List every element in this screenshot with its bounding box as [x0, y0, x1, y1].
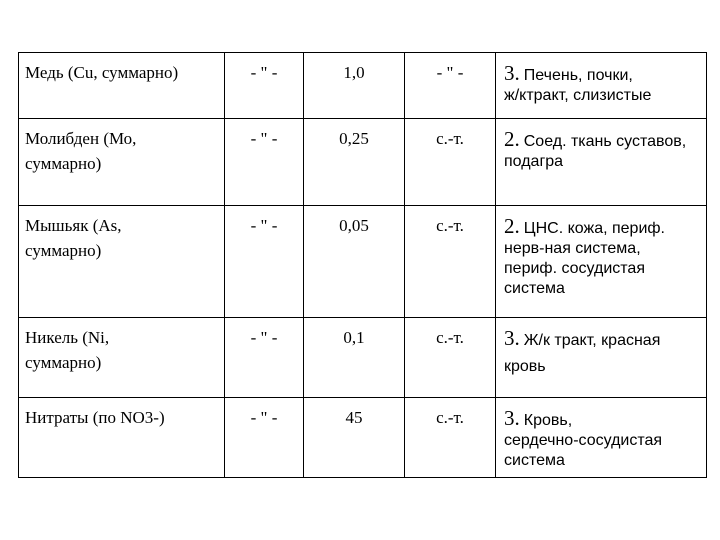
limiting-indicator-cell [225, 206, 304, 318]
target-organs-line: Печень, почки, [523, 67, 633, 84]
concentration-cell [304, 318, 405, 398]
table-row [19, 53, 707, 119]
substance-name: Мышьяк (As, [25, 216, 122, 235]
table-row [19, 398, 707, 478]
substance-name-cell [19, 398, 225, 478]
target-organs-line: ЦНС. кожа, периф. [523, 220, 665, 237]
target-organs-line: система [504, 280, 565, 297]
limiting-indicator-cell [225, 398, 304, 478]
target-organs-cell [496, 119, 707, 206]
concentration-value: 0,25 [339, 129, 369, 148]
concentration-value: 1,0 [343, 63, 365, 82]
target-organs-line: кровь [504, 358, 546, 375]
harm-sign: с.-т. [436, 129, 464, 148]
target-organs-line: система [504, 452, 565, 469]
target-organs-cell [496, 206, 707, 318]
target-organs-cell [496, 53, 707, 119]
substance-name-cell [19, 53, 225, 119]
substance-name: Никель (Ni, [25, 328, 110, 347]
table-row [19, 119, 707, 206]
substance-name-cell [19, 318, 225, 398]
hygiene-standards-table [18, 52, 707, 478]
limiting-indicator: - " - [250, 63, 278, 82]
limiting-indicator: - " - [250, 216, 278, 235]
harm-sign: с.-т. [436, 328, 464, 347]
target-organs-cell [496, 318, 707, 398]
concentration-value: 45 [345, 408, 363, 427]
hazard-class: 3. [504, 326, 520, 350]
substance-name-cell [19, 206, 225, 318]
hazard-class: 2. [504, 214, 520, 238]
limiting-indicator-cell [225, 119, 304, 206]
substance-name: Молибден (Мо, [25, 129, 137, 148]
harm-sign-cell [405, 53, 496, 119]
hazard-class: 3. [504, 406, 520, 430]
limiting-indicator: - " - [250, 129, 278, 148]
harm-sign-cell [405, 318, 496, 398]
limiting-indicator: - " - [250, 328, 278, 347]
harm-sign: с.-т. [436, 408, 464, 427]
limiting-indicator-cell [225, 318, 304, 398]
substance-name-cell [19, 119, 225, 206]
harm-sign-cell [405, 119, 496, 206]
hazard-class: 2. [504, 127, 520, 151]
target-organs-line: Ж/к тракт, красная [523, 332, 661, 349]
limiting-indicator-cell [225, 53, 304, 119]
concentration-cell [304, 398, 405, 478]
target-organs-line: ж/ктракт, слизистые [504, 87, 652, 104]
substance-name: Медь (Cu, суммарно) [25, 63, 179, 82]
target-organs-line: Соед. ткань суставов, [523, 133, 687, 150]
table-row [19, 318, 707, 398]
harm-sign: с.-т. [436, 216, 464, 235]
table-row [19, 206, 707, 318]
target-organs-line: подагра [504, 153, 564, 170]
limiting-indicator: - " - [250, 408, 278, 427]
concentration-value: 0,1 [343, 328, 365, 347]
concentration-cell [304, 119, 405, 206]
substance-name: суммарно) [25, 353, 102, 372]
harm-sign: - " - [436, 63, 464, 82]
target-organs-line: нерв-ная система, [504, 240, 641, 257]
target-organs-line: сердечно-сосудистая [504, 432, 663, 449]
harm-sign-cell [405, 398, 496, 478]
target-organs-line: Кровь, [523, 412, 573, 429]
concentration-cell [304, 53, 405, 119]
substance-name: суммарно) [25, 154, 102, 173]
target-organs-cell [496, 398, 707, 478]
concentration-value: 0,05 [339, 216, 369, 235]
substance-name: суммарно) [25, 241, 102, 260]
target-organs-line: периф. сосудистая [504, 260, 645, 277]
harm-sign-cell [405, 206, 496, 318]
hazard-class: 3. [504, 61, 520, 85]
concentration-cell [304, 206, 405, 318]
substance-name: Нитраты (по NO3-) [25, 408, 165, 427]
